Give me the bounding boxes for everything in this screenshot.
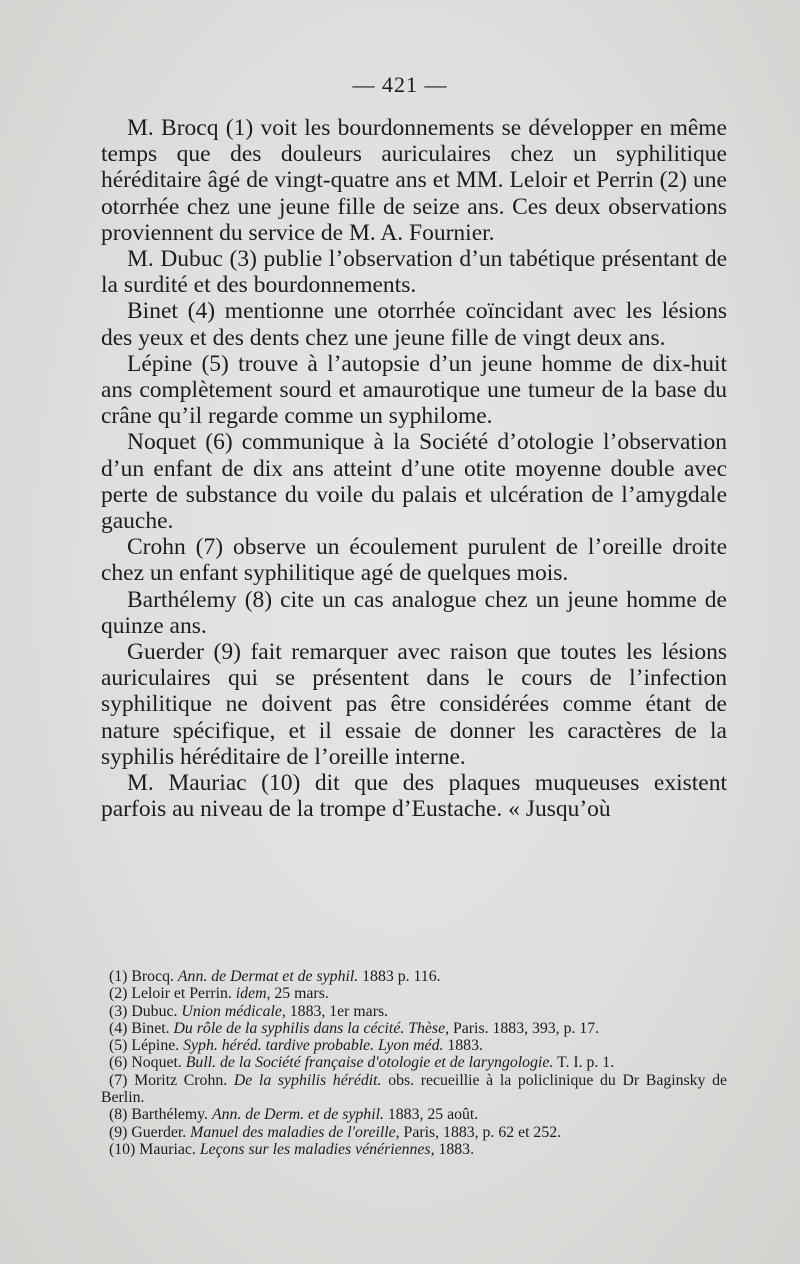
footnote-details: Paris. 1883, 393, p. 17. [453,1019,600,1037]
footnotes [101,968,727,1158]
footnote-author: Noquet. [131,1054,182,1072]
footnote-number: (5) [109,1037,128,1055]
footnote-title: Manuel des maladies de l'oreille, [190,1123,400,1141]
footnote-title: Ann. de Derm. et de syphil. [211,1106,384,1124]
footnote [101,1141,727,1158]
footnote-author: Brocq. [131,968,174,985]
footnote-number: (6) [109,1054,128,1072]
footnote-author: Guerder. [131,1123,187,1141]
footnote-number: (10) [109,1140,136,1158]
footnote-author: Mauriac. [139,1140,196,1158]
footnote-number: (7) [109,1071,128,1089]
footnote-details: 1883, 1er mars. [289,1002,389,1020]
footnote [101,985,727,1002]
paragraph: Barthélemy (8) cite un cas analogue chez un jeune homme de quinze ans. [101,586,727,639]
footnote-title: idem, [235,985,271,1003]
footnote-details: 1883 p. 116. [362,968,441,985]
footnote-details: Paris, 1883, p. 62 et 252. [403,1123,562,1141]
footnote [101,1072,727,1107]
footnote-details: 1883. [438,1140,475,1158]
footnote-number: (9) [109,1123,128,1141]
paragraph: M. Mauriac (10) dit que des plaques muqueuses existent parfois au niveau de la trompe d’Eustache. « Jusqu’où [101,770,727,823]
footnote-title: Bull. de la Société française d'otologie et de laryngologie. [185,1054,554,1072]
footnote-title: Du rôle de la syphilis dans la cécité. Thèse, [173,1019,450,1037]
paragraph: Guerder (9) fait remarquer avec raison que toutes les lésions auriculaires qui se présentent dans le cours de l’infection syphilitique ne doivent pas être considérées comme étant de nature spécifique, et il essaie de donner les caractères de la syphilis héréditaire de l’oreille interne. [101,639,727,770]
footnote-author: Binet. [131,1019,170,1037]
footnote [101,1037,727,1054]
footnote-details: T. I. p. 1. [556,1054,615,1072]
footnote-details: obs. recueillie à la policlinique du Dr Baginsky de Berlin. [101,1071,728,1107]
paragraph: Lépine (5) trouve à l’autopsie d’un jeune homme de dix-huit ans complètement sourd et amaurotique une tumeur de la base du crâne qu’il regarde comme un syphilome. [101,350,727,430]
footnote-title: Leçons sur les maladies vénériennes, [199,1140,435,1158]
footnote-author: Barthélemy. [131,1106,208,1124]
footnote-author: Lépine. [131,1037,180,1055]
footnote-number: (4) [109,1019,128,1037]
footnote-details: 1883. [447,1037,483,1055]
footnote-title: De la syphilis hérédit. [233,1071,382,1089]
footnote [101,1106,727,1123]
footnote-title: Syph. héréd. tardive probable. Lyon méd. [183,1037,444,1055]
paragraph: M. Brocq (1) voit les bourdonnements se développer en même temps que des douleurs auriculaires chez un syphilitique héréditaire âgé de vingt-quatre ans et MM. Leloir et Perrin (2) une otorrhée chez une jeune fille de seize ans. Ces deux observations proviennent du service de M. A. Fournier. [101,115,727,246]
body-text [101,115,727,822]
footnote-author: Dubuc. [131,1002,178,1020]
footnote-details: 1883, 25 août. [387,1106,479,1124]
footnote-number: (2) [109,985,128,1003]
footnote-author: Moritz Crohn. [134,1071,228,1089]
footnote [101,968,727,985]
footnote [101,1054,727,1071]
footnote-title: Ann. de Dermat et de syphil. [177,968,359,985]
footnote-author: Leloir et Perrin. [131,985,232,1003]
footnote [101,1020,727,1037]
footnote-title: Union médicale, [181,1002,286,1020]
footnote-number: (1) [109,968,128,985]
paragraph: Noquet (6) communique à la Société d’otologie l’observation d’un enfant de dix ans atteint d’une otite moyenne double avec perte de substance du voile du palais et ulcération de l’amygdale gauche. [101,429,727,535]
footnote-number: (8) [109,1106,128,1124]
paragraph: Binet (4) mentionne une otorrhée coïncidant avec les lésions des yeux et des dents chez une jeune fille de vingt deux ans. [101,298,727,351]
paragraph: Crohn (7) observe un écoulement purulent de l’oreille droite chez un enfant syphilitique agé de quelques mois. [101,534,727,587]
page-number: — 421 — [352,72,448,97]
footnote-number: (3) [109,1002,128,1020]
footnote [101,1003,727,1020]
footnote-details: 25 mars. [274,985,329,1003]
paragraph: M. Dubuc (3) publie l’observation d’un tabétique présentant de la surdité et des bourdonnements. [101,246,727,299]
footnote [101,1124,727,1141]
